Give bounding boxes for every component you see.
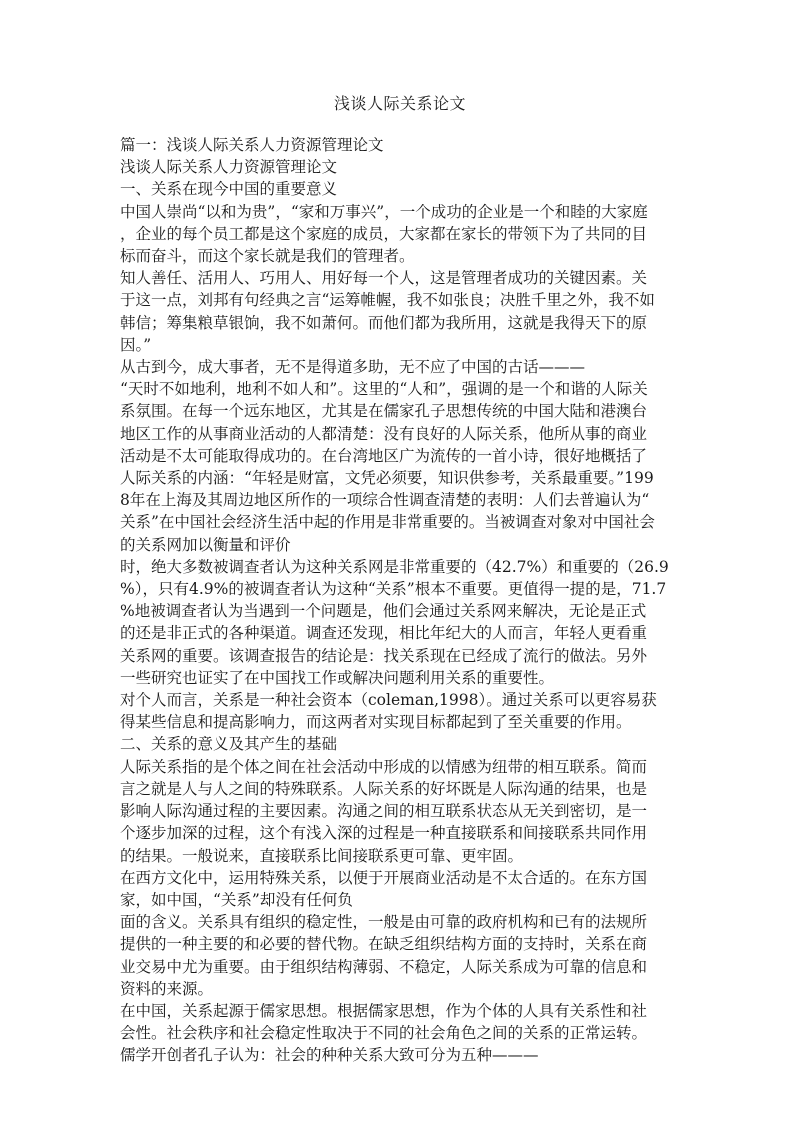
text-line: 关系”在中国社会经济生活中起的作用是非常重要的。当被调查对象对中国社会 bbox=[120, 513, 655, 532]
text-line: 一些研究也证实了在中国找工作或解决问题利用关系的重要性。 bbox=[120, 668, 555, 687]
text-line: 提供的一种主要的和必要的替代物。在缺乏组织结构方面的支持时，关系在商 bbox=[120, 935, 648, 954]
text-line: 韩信；筹集粮草银饷，我不如萧何。而他们都为我所用，这就是我得天下的原 bbox=[120, 313, 648, 332]
text-line: 篇一：浅谈人际关系人力资源管理论文 bbox=[120, 136, 384, 154]
text-line: 浅谈人际关系人力资源管理论文 bbox=[120, 158, 338, 177]
text-line: 系氛围。在每一个远东地区，尤其是在儒家孔子思想传统的中国大陆和港澳台 bbox=[120, 402, 648, 421]
text-line: 得某些信息和提高影响力，而这两者对实现目标都起到了至关重要的作用。 bbox=[120, 713, 632, 732]
text-line: %地被调查者认为当遇到一个问题是，他们会通过关系网来解决，无论是正式 bbox=[120, 602, 647, 621]
text-line: 业交易中尤为重要。由于组织结构薄弱、不稳定，人际关系成为可靠的信息和 bbox=[120, 957, 648, 976]
document-title: 浅谈人际关系论文 bbox=[333, 94, 466, 113]
text-line: 对个人而言，关系是一种社会资本（coleman,1998）。通过关系可以更容易获 bbox=[120, 691, 657, 710]
text-line: 关系网的重要。该调查报告的结论是：找关系现在已经成了流行的做法。另外 bbox=[120, 646, 648, 665]
text-line: 时，绝大多数被调查者认为这种关系网是非常重要的（42.7%）和重要的（26.9 bbox=[120, 557, 669, 576]
text-line: 人际关系指的是个体之间在社会活动中形成的以情感为纽带的相互联系。简而 bbox=[120, 757, 648, 776]
text-line: 中国人崇尚“以和为贵”，“家和万事兴”，一个成功的企业是一个和睦的大家庭 bbox=[120, 202, 648, 221]
text-line: 知人善任、活用人、巧用人、用好每一个人，这是管理者成功的关键因素。关 bbox=[120, 269, 648, 288]
text-line: 地区工作的从事商业活动的人都清楚：没有良好的人际关系，他所从事的商业 bbox=[120, 424, 648, 443]
text-line: 人际关系的内涵：“年轻是财富，文凭必须要，知识供参考，关系最重要。”199 bbox=[120, 469, 654, 488]
text-line: 面的含义。关系具有组织的稳定性，一般是由可靠的政府机构和已有的法规所 bbox=[120, 913, 648, 932]
text-line: 会性。社会秩序和社会稳定性取决于不同的社会角色之间的关系的正常运转。 bbox=[120, 1024, 648, 1043]
text-line: 在中国，关系起源于儒家思想。根据儒家思想，作为个体的人具有关系性和社 bbox=[120, 1001, 648, 1020]
text-line: 的结果。一般说来，直接联系比间接联系更可靠、更牢固。 bbox=[120, 846, 524, 865]
text-line: 的关系网加以衡量和评价 bbox=[120, 535, 291, 554]
text-line: 资料的来源。 bbox=[120, 979, 214, 998]
text-line: “天时不如地利，地利不如人和”。这里的“人和”，强调的是一个和谐的人际关 bbox=[120, 380, 648, 399]
text-line: 影响人际沟通过程的主要因素。沟通之间的相互联系状态从无关到密切，是一 bbox=[120, 802, 648, 821]
text-line: 于这一点，刘邦有句经典之言“运筹帷幄，我不如张良；决胜千里之外，我不如 bbox=[120, 291, 655, 310]
text-line: 儒学开创者孔子认为：社会的种种关系大致可分为五种——— bbox=[120, 1046, 539, 1065]
text-line: %），只有4.9%的被调查者认为这种“关系”根本不重要。更值得一提的是，71.7 bbox=[120, 580, 667, 599]
text-line: 二、关系的意义及其产生的基础 bbox=[120, 735, 338, 754]
text-line: 言之就是人与人之间的特殊联系。人际关系的好坏既是人际沟通的结果，也是 bbox=[120, 779, 648, 798]
text-line: 一、关系在现今中国的重要意义 bbox=[120, 180, 338, 199]
text-line: 标而奋斗，而这个家长就是我们的管理者。 bbox=[120, 247, 415, 266]
text-line: 在西方文化中，运用特殊关系，以便于开展商业活动是不太合适的。在东方国 bbox=[120, 868, 648, 887]
document-body bbox=[120, 134, 685, 1067]
text-line: ，企业的每个员工都是这个家庭的成员，大家都在家长的带领下为了共同的目 bbox=[120, 224, 648, 243]
text-line: 因。” bbox=[120, 335, 152, 354]
text-line: 的还是非正式的各种渠道。调查还发现，相比年纪大的人而言，年轻人更看重 bbox=[120, 624, 648, 643]
text-line: 从古到今，成大事者，无不是得道多助，无不应了中国的古话——— bbox=[120, 358, 586, 377]
text-line: 8年在上海及其周边地区所作的一项综合性调查清楚的表明：人们去普遍认为“ bbox=[120, 491, 650, 510]
text-line: 家，如中国，“关系”却没有任何负 bbox=[120, 890, 353, 909]
text-line: 活动是不太可能取得成功的。在台湾地区广为流传的一首小诗，很好地概括了 bbox=[120, 446, 648, 465]
text-line: 个逐步加深的过程，这个有浅入深的过程是一种直接联系和间接联系共同作用 bbox=[120, 824, 648, 843]
